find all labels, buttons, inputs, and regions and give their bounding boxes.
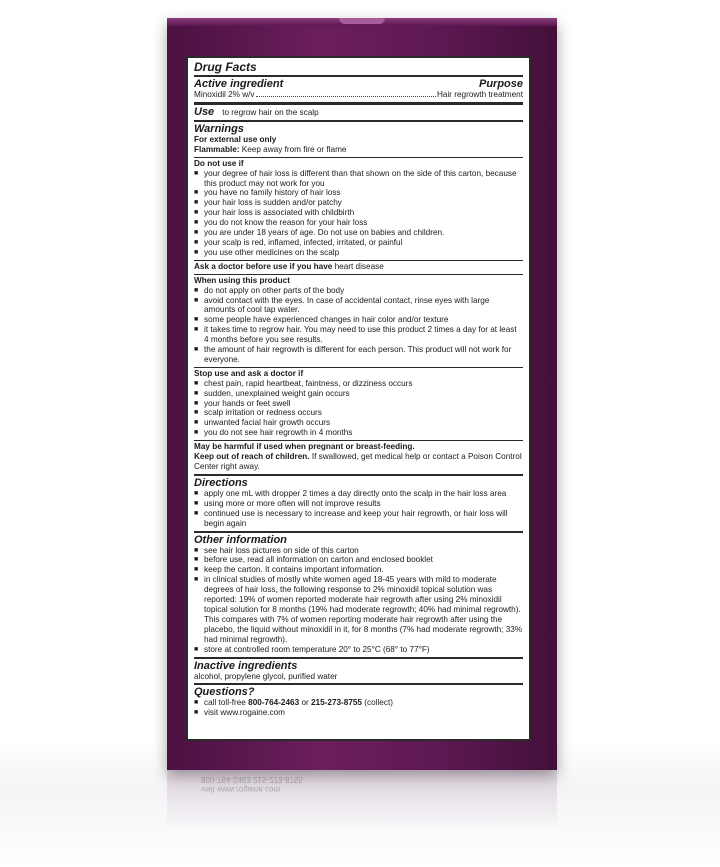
list-item: ■ using more or more often will not improve results	[194, 499, 523, 509]
list-item: ■ chest pain, rapid heartbeat, faintness, or dizziness occurs	[194, 379, 523, 389]
ingredient-purpose: Hair regrowth treatment	[436, 90, 523, 99]
directions-heading: Directions	[194, 476, 248, 489]
use-row	[194, 106, 523, 118]
list-item: ■ store at controlled room temperature 20° to 25°C (68° to 77°F)	[194, 645, 523, 655]
use-text: to regrow hair on the scalp	[222, 107, 319, 117]
ask-doctor-section	[194, 261, 523, 275]
phone-number-1: 800-764-2463	[248, 698, 300, 708]
phone-line: ■ call toll-free 800-764-2463 or 215-273-8755 (collect)	[194, 698, 523, 708]
stop-use-section	[194, 368, 523, 441]
list-item: ■ you do not know the reason for your hair loss	[194, 218, 523, 228]
when-using-section	[194, 275, 523, 368]
phone-number-2: 215-273-8755	[311, 698, 362, 708]
list-item: ■ you use other medicines on the scalp	[194, 248, 523, 258]
stop-use-heading: Stop use and ask a doctor if	[194, 368, 304, 378]
list-item: ■ your degree of hair loss is different than that shown on the side of this carton, because this product may not work for you	[194, 169, 523, 189]
inactive-ingredients-heading: Inactive ingredients	[194, 659, 298, 672]
other-information-section	[194, 533, 523, 659]
list-item: ■ you are under 18 years of age. Do not use on babies and children.	[194, 228, 523, 238]
do-not-use-section	[194, 158, 523, 261]
list-item: ■ in clinical studies of mostly white women aged 18-45 years with mild to moderate degrees of hair loss, the following response to 2% minoxidil topical solution was reported: 19% of women reported moderate hair regrowth after using 2% minoxidil topical solution for 8 months (19% had moderate regrowth; 40% had minimal regrowth). This compares with 7% of women reporting moderate hair regrowth after using the placebo, the liquid without minoxidil in it, for 8 months (7% had moderate regrowth; 33% had minimal regrowth).	[194, 575, 523, 644]
list-item: ■ unwanted facial hair growth occurs	[194, 418, 523, 428]
list-item: ■ apply one mL with dropper 2 times a day directly onto the scalp in the hair loss area	[194, 489, 523, 499]
carton-reflection	[167, 770, 557, 830]
carton-top-logo-mark	[339, 18, 385, 24]
list-item: ■ avoid contact with the eyes. In case of accidental contact, rinse eyes with large amounts of cool tap water.	[194, 296, 523, 316]
list-item: ■ keep the carton. It contains important information.	[194, 565, 523, 575]
reflection-text: visit www.rogaine.com 800-764-2463 215-273-8755	[201, 775, 303, 794]
active-ingredient-heading: Active ingredient	[194, 78, 284, 90]
drug-facts-header	[194, 61, 523, 74]
pregnancy-children-section	[194, 441, 523, 476]
list-item: ■ you do not see hair regrowth in 4 months	[194, 428, 523, 438]
ask-doctor-line: Ask a doctor before use if you have heart disease	[194, 261, 384, 271]
active-ingredient-section	[194, 74, 523, 103]
purpose-heading: Purpose	[478, 78, 523, 90]
warnings-heading: Warnings	[194, 122, 244, 135]
list-item: ■ sudden, unexplained weight gain occurs	[194, 389, 523, 399]
other-information-heading: Other information	[194, 533, 287, 546]
website-line: ■ visit www.rogaine.com	[194, 708, 523, 718]
list-item: ■ your hands or feet swell	[194, 399, 523, 409]
list-item: ■ your scalp is red, inflamed, infected, irritated, or painful	[194, 238, 523, 248]
directions-section	[194, 476, 523, 533]
list-item: ■ some people have experienced changes in hair color and/or texture	[194, 315, 523, 325]
drug-facts-panel	[186, 56, 531, 741]
list-item: ■ scalp irritation or redness occurs	[194, 408, 523, 418]
use-heading: Use	[194, 105, 215, 118]
list-item: ■ the amount of hair regrowth is different for each person. This product will not work for everyone.	[194, 345, 523, 365]
list-item: ■ do not apply on other parts of the body	[194, 286, 523, 296]
list-item: ■ see hair loss pictures on side of this carton	[194, 546, 523, 556]
do-not-use-heading: Do not use if	[194, 158, 244, 168]
list-item: ■ it takes time to regrow hair. You may need to use this product 2 times a day for at least 4 months before you see results.	[194, 325, 523, 345]
list-item: ■ you have no family history of hair loss	[194, 188, 523, 198]
external-use-only: For external use only	[194, 134, 277, 144]
when-using-heading: When using this product	[194, 275, 290, 285]
pregnancy-warning: May be harmful if used when pregnant or breast-feeding.	[194, 442, 415, 452]
ingredient-name: Minoxidil 2% w/v	[194, 90, 255, 99]
inactive-ingredients-section	[194, 659, 523, 686]
drug-facts-title: Drug Facts	[194, 60, 257, 74]
flammable-line: Flammable: Keep away from fire or flame	[194, 144, 347, 154]
list-item: ■ your hair loss is sudden and/or patchy	[194, 198, 523, 208]
list-item: ■ continued use is necessary to increase and keep your hair regrowth, or hair loss will begin again	[194, 509, 523, 529]
keep-out-line: Keep out of reach of children. If swallowed, get medical help or contact a Poison Control Center right away.	[194, 452, 522, 471]
warnings-section	[194, 122, 523, 158]
ingredient-row	[194, 90, 523, 100]
list-item: ■ before use, read all information on carton and enclosed booklet	[194, 555, 523, 565]
dot-leader	[256, 96, 436, 97]
questions-section	[194, 685, 523, 720]
use-section	[194, 103, 523, 122]
list-item: ■ your hair loss is associated with childbirth	[194, 208, 523, 218]
questions-heading: Questions?	[194, 686, 255, 699]
active-ingredient-heading-row	[194, 75, 523, 90]
inactive-ingredients-text: alcohol, propylene glycol, purified water	[194, 671, 338, 681]
